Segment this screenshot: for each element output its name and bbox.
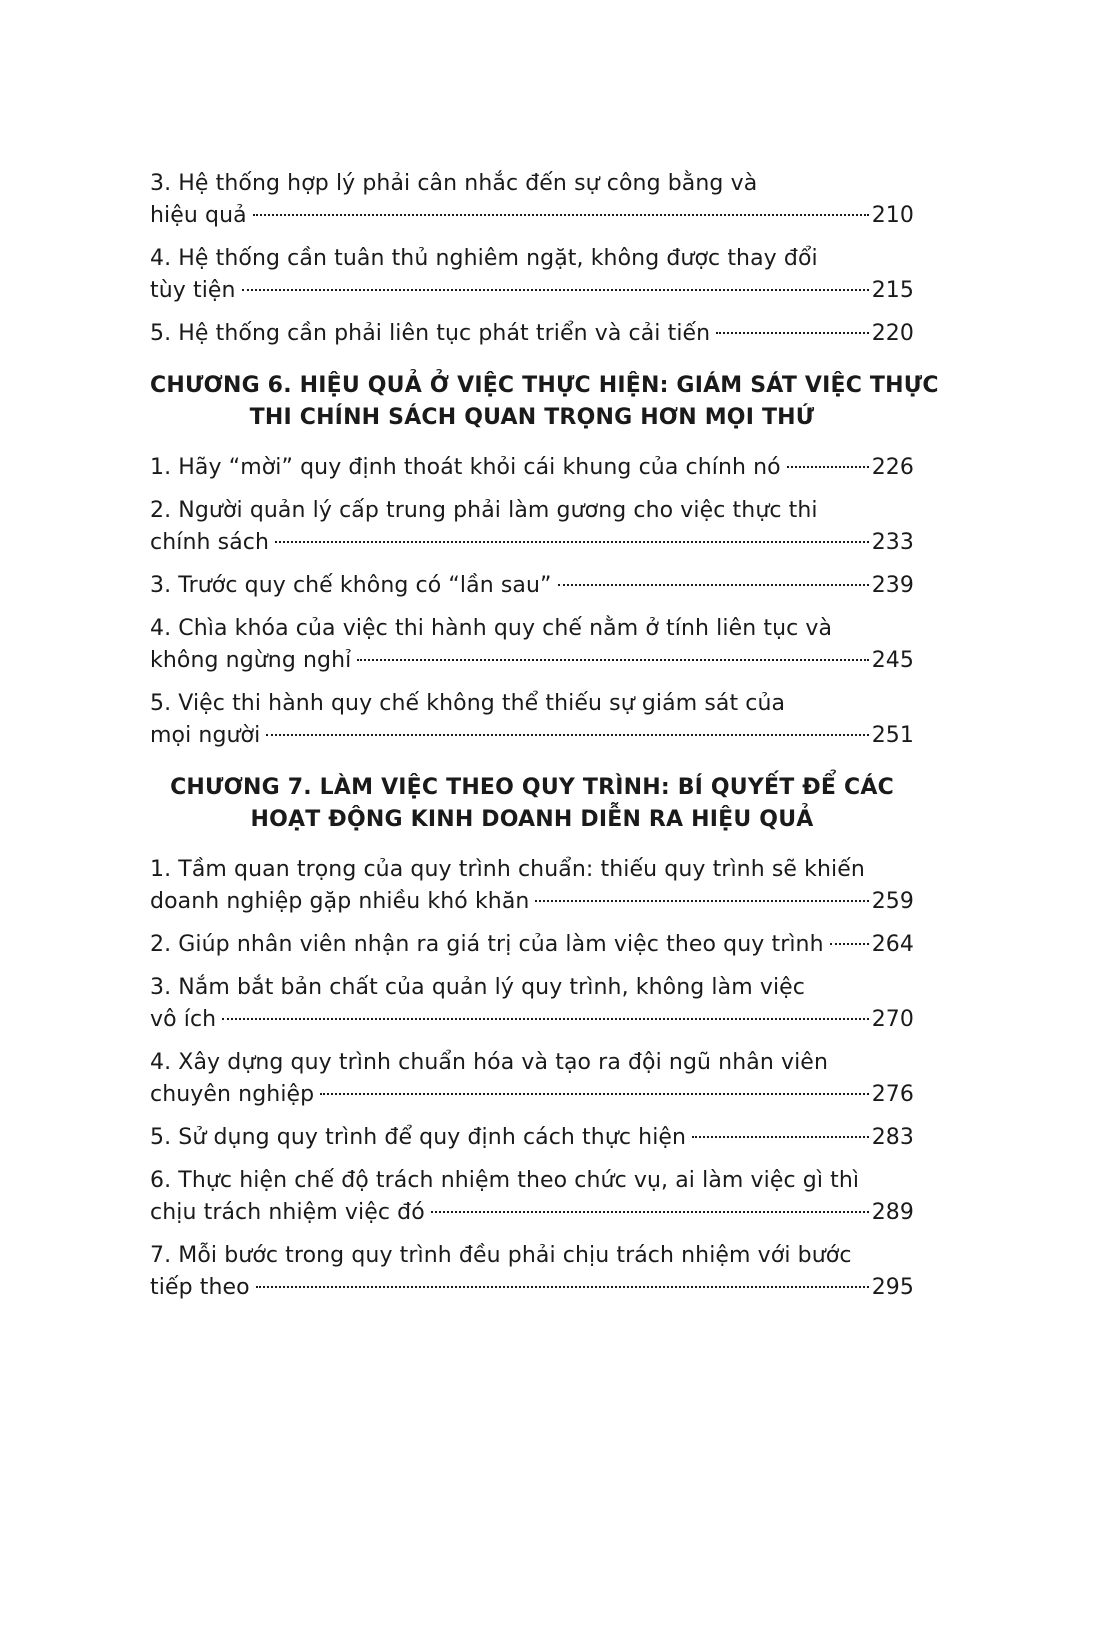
toc-entry-title: chính sách — [150, 530, 270, 555]
toc-entry-title: mọi người — [150, 723, 261, 748]
dot-leader — [431, 1211, 869, 1213]
toc-entry-title: 3. Nắm bắt bản chất của quản lý quy trình, không làm việc — [150, 975, 806, 1000]
toc-entry-lastline — [150, 527, 914, 559]
toc-entry[interactable] — [150, 318, 914, 350]
toc-entry-lastline — [150, 645, 914, 677]
toc-page-number: 245 — [871, 648, 914, 673]
toc-entry-lastline — [150, 275, 914, 307]
dot-leader — [830, 943, 869, 945]
chapter-heading — [150, 370, 939, 434]
toc-entry-lastline — [150, 452, 914, 484]
dot-leader — [357, 659, 868, 661]
chapter-heading-line: CHƯƠNG 7. LÀM VIỆC THEO QUY TRÌNH: BÍ QUYẾT ĐỂ CÁC — [170, 775, 894, 800]
dot-leader — [266, 734, 868, 736]
dot-leader — [242, 289, 869, 291]
toc-entry-lastline — [150, 1122, 914, 1154]
toc-entry-lastline — [150, 318, 914, 350]
toc-page-number: 215 — [871, 278, 914, 303]
toc-entry[interactable] — [150, 688, 914, 752]
toc-entry-title: 4. Xây dựng quy trình chuẩn hóa và tạo ra đội ngũ nhân viên — [150, 1050, 828, 1075]
toc-entry-title: 3. Hệ thống hợp lý phải cân nhắc đến sự công bằng và — [150, 171, 758, 196]
toc-entry-title: 7. Mỗi bước trong quy trình đều phải chịu trách nhiệm với bước — [150, 1243, 852, 1268]
toc-entry-title: 6. Thực hiện chế độ trách nhiệm theo chức vụ, ai làm việc gì thì — [150, 1168, 860, 1193]
toc-page-number: 276 — [871, 1082, 914, 1107]
toc-page-number: 233 — [871, 530, 914, 555]
chapter-heading-line: HOẠT ĐỘNG KINH DOANH DIỄN RA HIỆU QUẢ — [250, 807, 814, 832]
toc-entry-title: không ngừng nghỉ — [150, 648, 352, 673]
toc-page-number: 295 — [871, 1275, 914, 1300]
toc-page-number: 283 — [871, 1125, 914, 1150]
dot-leader — [256, 1286, 869, 1288]
toc-entry[interactable] — [150, 972, 914, 1036]
toc-entry[interactable] — [150, 243, 914, 307]
toc-entry-title: 2. Giúp nhân viên nhận ra giá trị của làm việc theo quy trình — [150, 932, 824, 957]
toc-entry-title: 2. Người quản lý cấp trung phải làm gương cho việc thực thi — [150, 498, 818, 523]
toc-entry[interactable] — [150, 1047, 914, 1111]
toc-entry[interactable] — [150, 495, 914, 559]
toc-entry-lastline — [150, 570, 914, 602]
dot-leader — [320, 1093, 868, 1095]
toc-page-number: 226 — [871, 455, 914, 480]
toc-entry[interactable] — [150, 452, 914, 484]
toc-page-number: 220 — [871, 321, 914, 346]
toc-page-number: 239 — [871, 573, 914, 598]
toc-entry[interactable] — [150, 929, 914, 961]
toc-entry-lastline — [150, 929, 914, 961]
toc-entry-lastline — [150, 200, 914, 232]
chapter-heading — [150, 772, 914, 836]
toc-entry-title: vô ích — [150, 1007, 217, 1032]
toc-entry-title: 1. Tầm quan trọng của quy trình chuẩn: thiếu quy trình sẽ khiến — [150, 857, 865, 882]
toc-entry[interactable] — [150, 168, 914, 232]
toc-entry-title: 3. Trước quy chế không có “lần sau” — [150, 573, 552, 598]
toc-entry-lastline — [150, 1272, 914, 1304]
toc-entry-title: chuyên nghiệp — [150, 1082, 315, 1107]
dot-leader — [275, 541, 869, 543]
toc-page-number: 210 — [871, 203, 914, 228]
toc-entry-lastline — [150, 886, 914, 918]
toc-entry-lastline — [150, 1004, 914, 1036]
toc-page-number: 251 — [871, 723, 914, 748]
toc-entry-title: tiếp theo — [150, 1275, 250, 1300]
toc-entry[interactable] — [150, 613, 914, 677]
dot-leader — [253, 214, 869, 216]
toc-entry[interactable] — [150, 1165, 914, 1229]
table-of-contents — [150, 168, 939, 1315]
dot-leader — [787, 466, 869, 468]
dot-leader — [558, 584, 869, 586]
toc-entry-title: 5. Sử dụng quy trình để quy định cách thực hiện — [150, 1125, 687, 1150]
toc-page-number: 259 — [871, 889, 914, 914]
toc-page-number: 264 — [871, 932, 914, 957]
toc-entry-title: tùy tiện — [150, 278, 236, 303]
dot-leader — [692, 1136, 869, 1138]
dot-leader — [222, 1018, 868, 1020]
toc-entry-title: 5. Việc thi hành quy chế không thể thiếu sự giám sát của — [150, 691, 786, 716]
dot-leader — [535, 900, 868, 902]
toc-entry-lastline — [150, 1197, 914, 1229]
toc-entry[interactable] — [150, 1122, 914, 1154]
toc-entry-title: 5. Hệ thống cần phải liên tục phát triển và cải tiến — [150, 321, 711, 346]
toc-entry-title: 4. Chìa khóa của việc thi hành quy chế nằm ở tính liên tục và — [150, 616, 833, 641]
toc-entry-title: doanh nghiệp gặp nhiều khó khăn — [150, 889, 530, 914]
toc-entry-title: chịu trách nhiệm việc đó — [150, 1200, 425, 1225]
toc-page-number: 270 — [871, 1007, 914, 1032]
toc-page-number: 289 — [871, 1200, 914, 1225]
dot-leader — [716, 332, 868, 334]
toc-entry-title: hiệu quả — [150, 203, 247, 228]
toc-entry[interactable] — [150, 1240, 914, 1304]
chapter-heading-line: THI CHÍNH SÁCH QUAN TRỌNG HƠN MỌI THỨ — [249, 405, 815, 430]
toc-entry[interactable] — [150, 854, 914, 918]
toc-entry[interactable] — [150, 570, 914, 602]
toc-entry-lastline — [150, 720, 914, 752]
chapter-heading-line: CHƯƠNG 6. HIỆU QUẢ Ở VIỆC THỰC HIỆN: GIÁM SÁT VIỆC THỰC — [150, 373, 939, 398]
toc-entry-lastline — [150, 1079, 914, 1111]
toc-entry-title: 1. Hãy “mời” quy định thoát khỏi cái khung của chính nó — [150, 455, 781, 480]
toc-entry-title: 4. Hệ thống cần tuân thủ nghiêm ngặt, không được thay đổi — [150, 246, 818, 271]
